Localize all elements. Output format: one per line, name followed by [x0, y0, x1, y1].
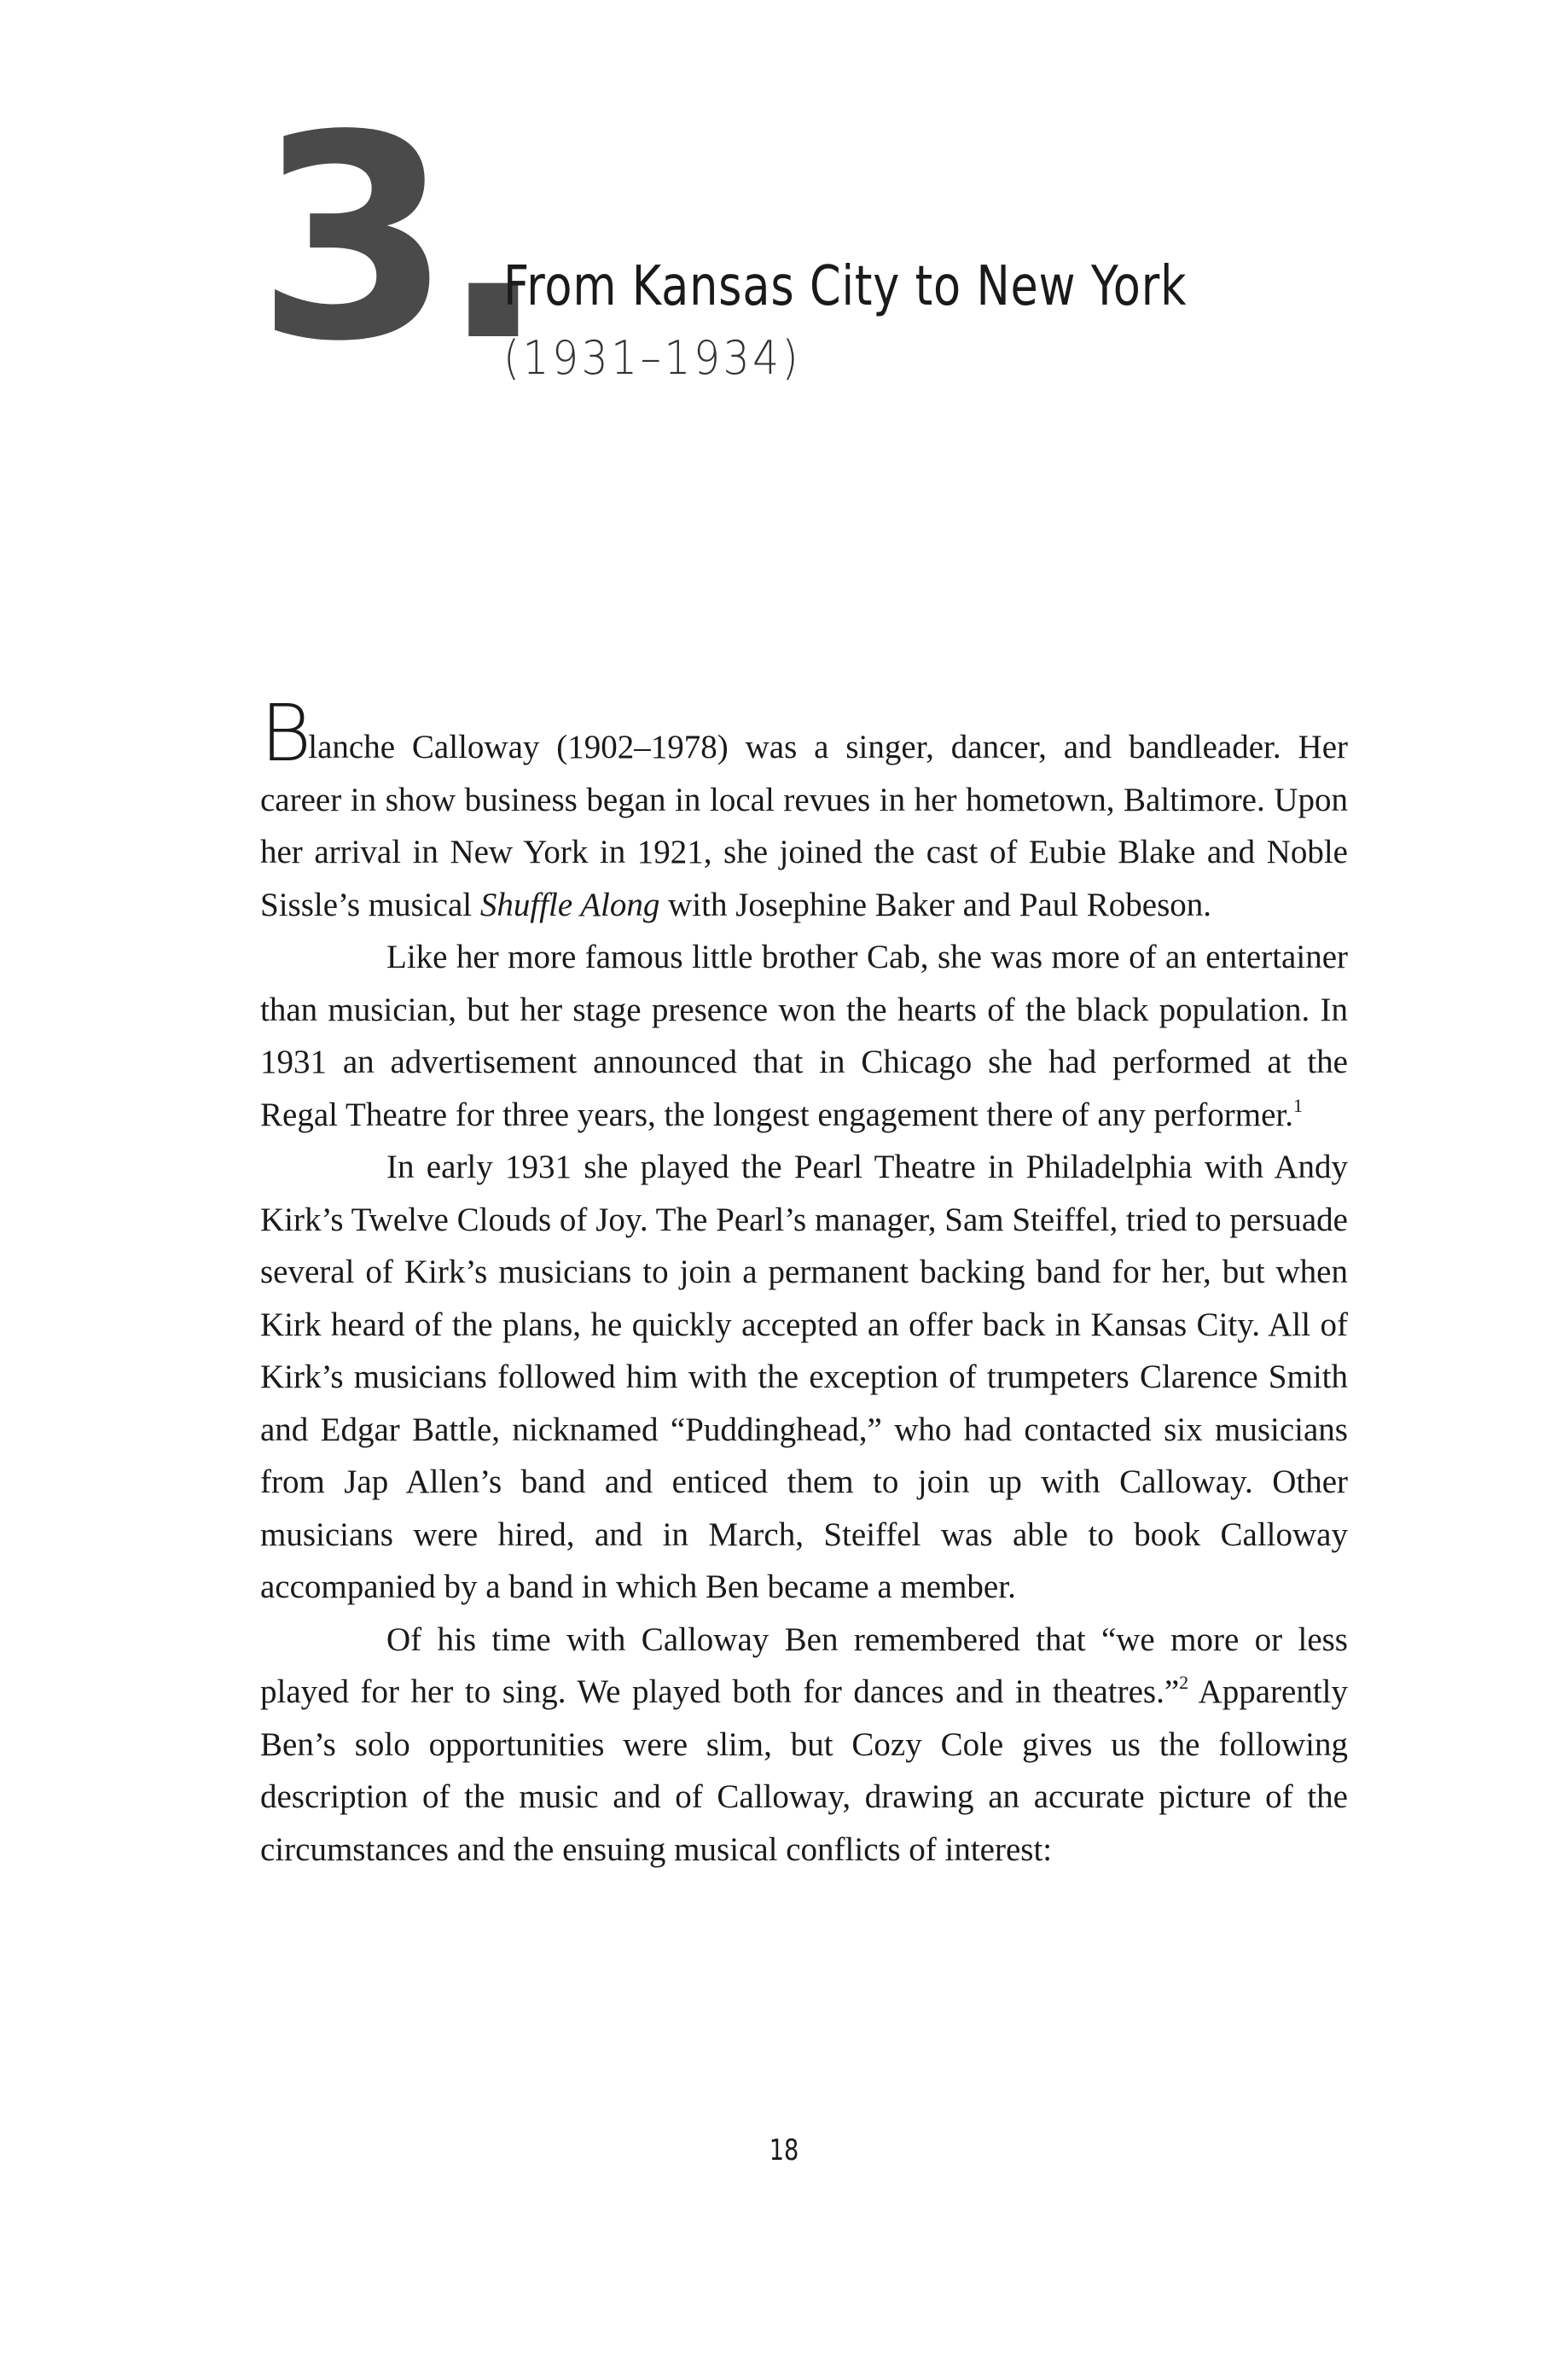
paragraph-4: [260, 1614, 1348, 1876]
page-number: 18: [769, 2133, 799, 2167]
paragraph-text: with Josephine Baker and Paul Robeson.: [659, 886, 1212, 923]
paragraph-text: lanche Calloway (1902–1978) was a singer, dancer, and bandleader. Her career in show business began in local revues in her hometown, Baltimore. Upon her arrival in New York in 1921, she joined the cast of Eubie Blake and Noble Sissle’s musical: [260, 729, 1348, 923]
chapter-number: 3.: [256, 75, 535, 403]
paragraph-text: Of his time with Calloway Ben remembered that “we more or less played for her to sing. We played both for dances and in theatres.”: [260, 1620, 1348, 1710]
footnote-marker[interactable]: 2: [1179, 1672, 1189, 1693]
paragraph-1: [260, 688, 1348, 931]
paragraph-2: [260, 931, 1348, 1141]
paragraph-3: [260, 1141, 1348, 1614]
footnote-marker[interactable]: 1: [1293, 1094, 1303, 1116]
chapter-body: [260, 688, 1348, 1876]
paragraph-text: In early 1931 she played the Pearl Theatre in Philadelphia with Andy Kirk’s Twelve Clouds of Joy. The Pearl’s manager, Sam Steiffel, tried to persuade several of Kirk’s musicians to join a permanent backing band for her, but when Kirk heard of the plans, he quickly accepted an offer back in Kansas City. All of Kirk’s musicians followed him with the exception of trumpeters Clarence Smith and Edgar Battle, nicknamed “Puddinghead,” who had contacted six musicians from Jap Allen’s band and enticed them to join up with Calloway. Other musicians were hired, and in March, Steiffel was able to book Calloway accompanied by a band in which Ben became a member.: [260, 1149, 1348, 1605]
chapter-dates: (1931–1934): [503, 331, 802, 385]
paragraph-text: Apparently Ben’s solo opportunities were slim, but Cozy Cole gives us the following description of the music and of Calloway, drawing an accurate picture of the circumstances and the ensuing musical conflicts of interest:: [260, 1673, 1348, 1868]
chapter-title: From Kansas City to New York: [503, 255, 1188, 318]
paragraph-text: Like her more famous little brother Cab, she was more of an entertainer than musician, but her stage presence won the hearts of the black population. In 1931 an advertisement announced that in Chicago she had performed at the Regal Theatre for three years, the longest engagement there of any performer.: [260, 939, 1348, 1133]
drop-initial: B: [260, 688, 309, 779]
book-title-italic: Shuffle Along: [479, 886, 660, 923]
